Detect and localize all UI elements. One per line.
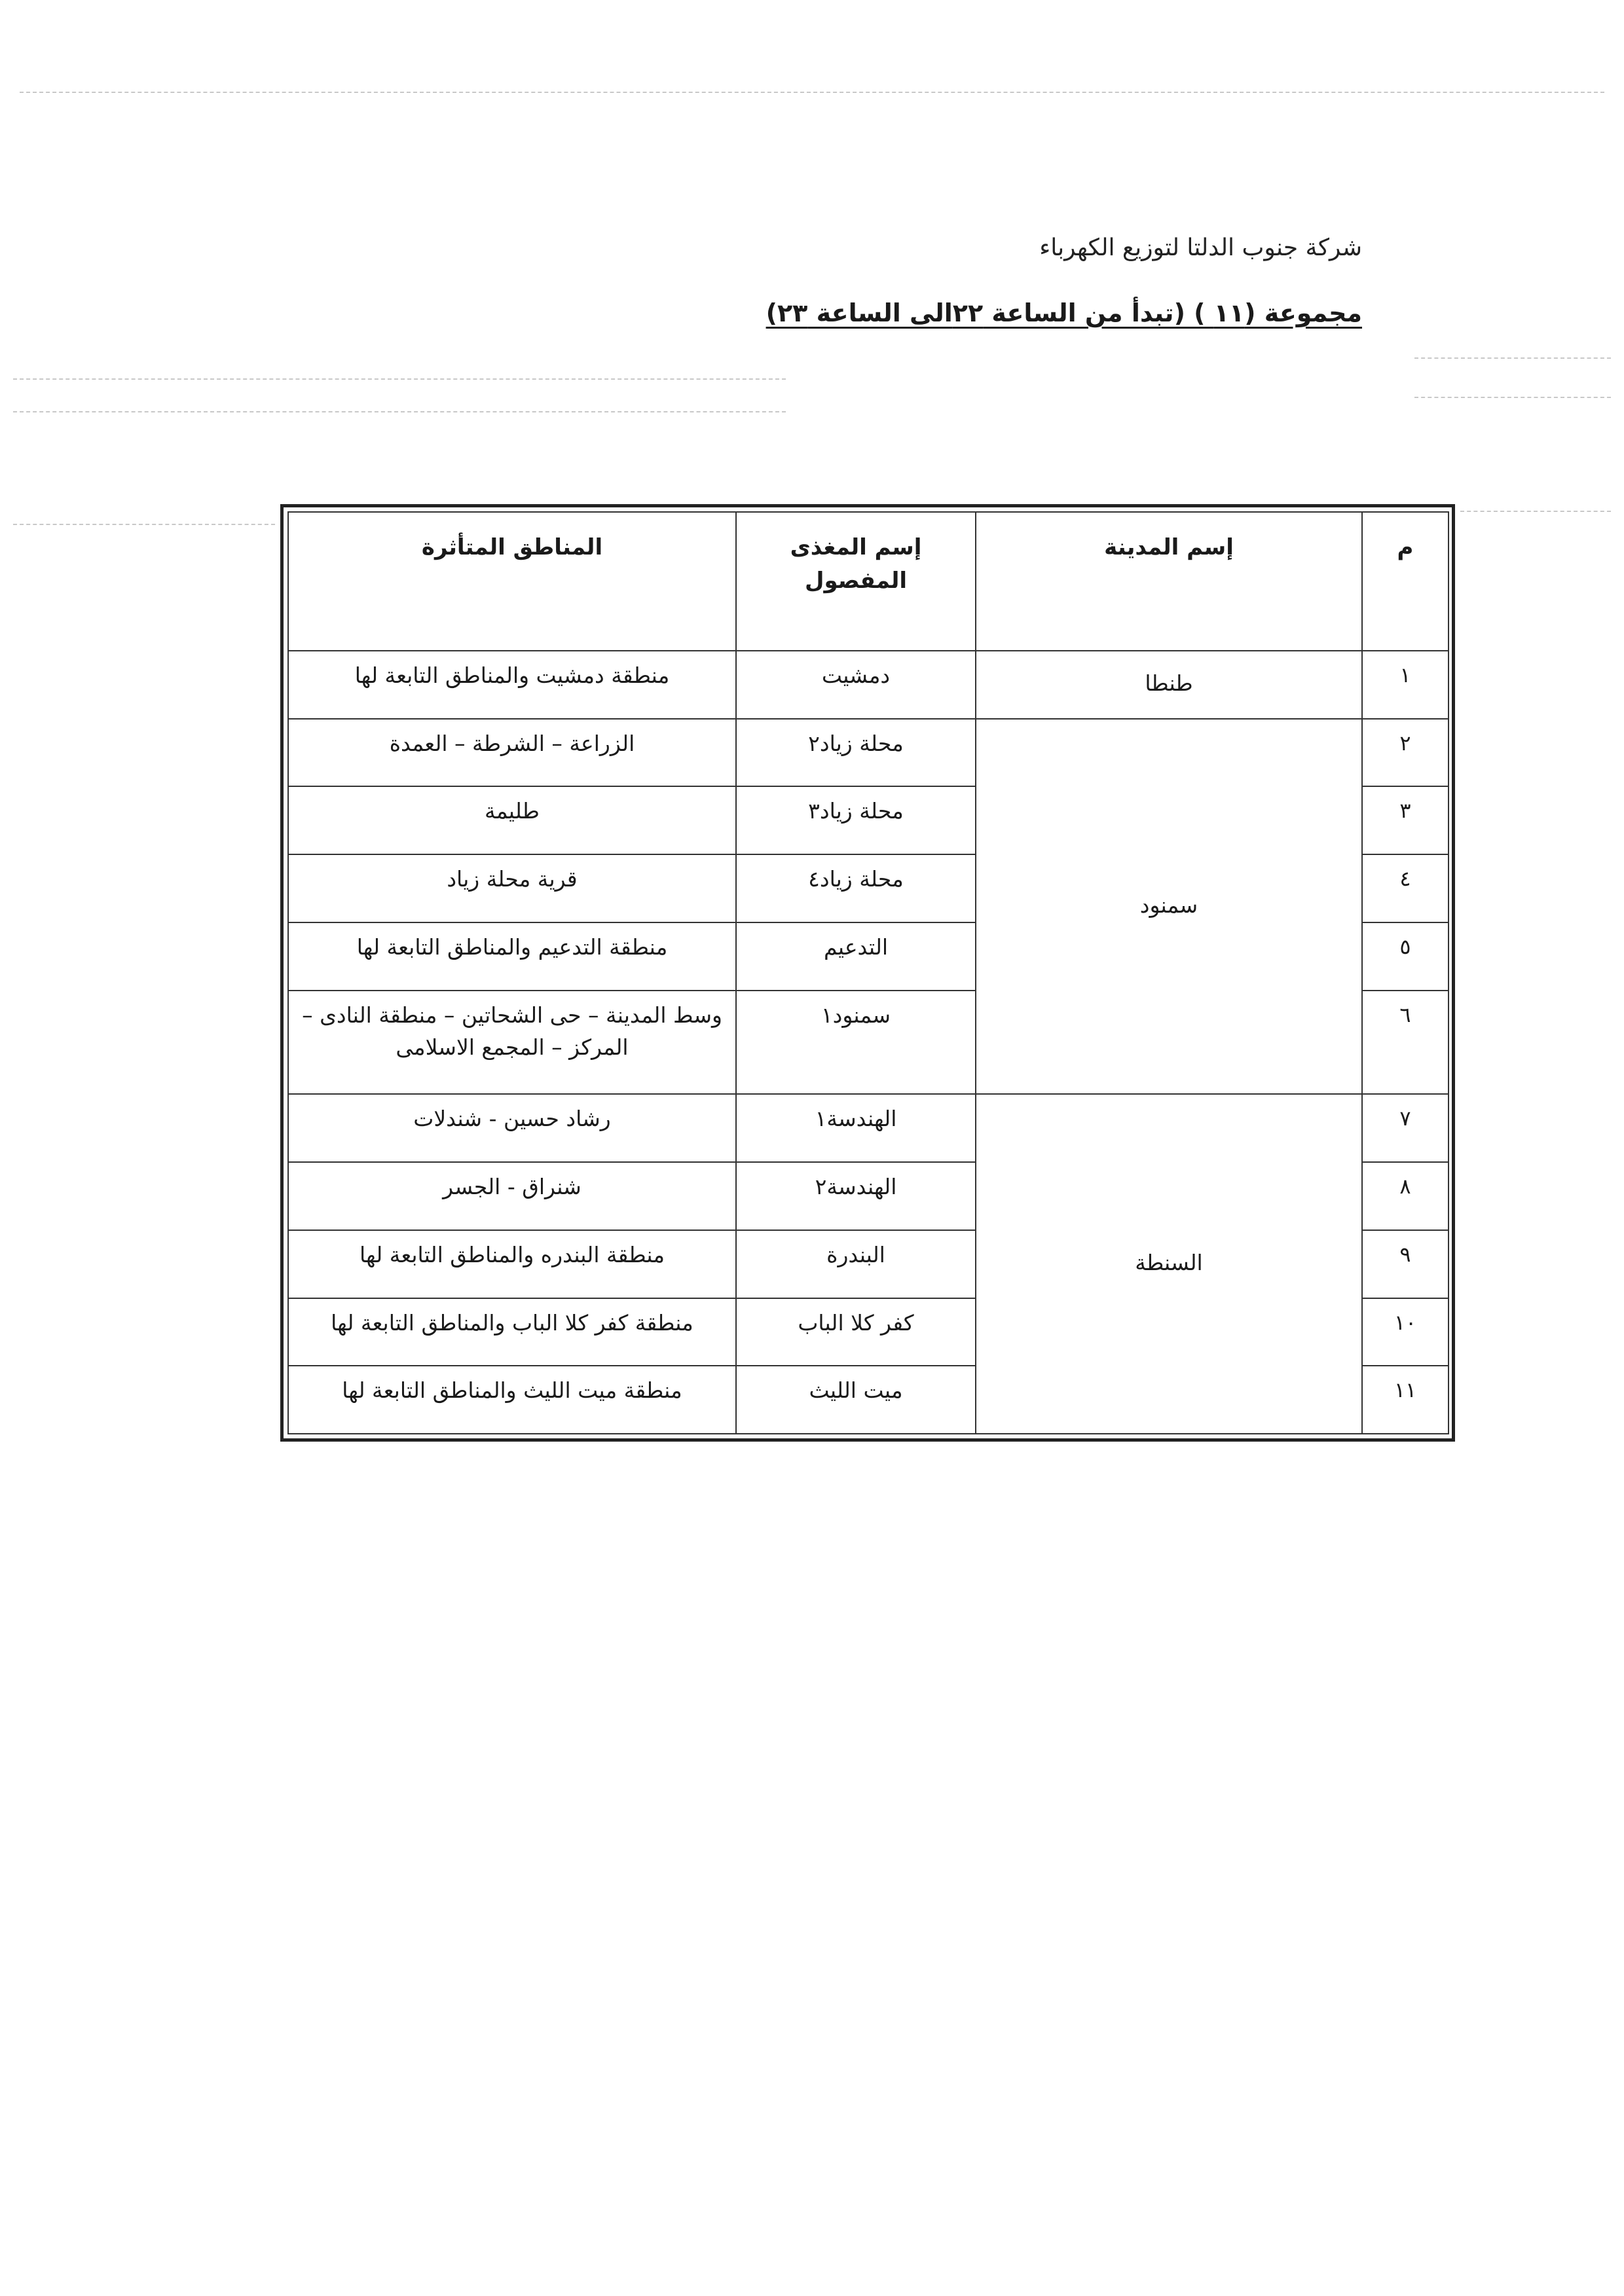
- city-tanta: طنطا: [976, 651, 1362, 719]
- row-num: ٦: [1362, 991, 1449, 1095]
- city-samannoud: سمنود: [976, 719, 1362, 1095]
- city-santa: السنطة: [976, 1094, 1362, 1434]
- row-num: ٤: [1362, 854, 1449, 922]
- feeder-name: التدعيم: [736, 922, 976, 991]
- row-num: ٩: [1362, 1230, 1449, 1298]
- row-num: ١١: [1362, 1366, 1449, 1434]
- feeder-name: سمنود١: [736, 991, 976, 1095]
- feeder-name: الهندسة٢: [736, 1162, 976, 1230]
- row-num: ٢: [1362, 719, 1449, 787]
- table-row: [288, 1094, 1449, 1162]
- header-feeder: إسم المغذى المفصول: [736, 512, 976, 651]
- schedule-table: [287, 511, 1449, 1434]
- row-num: ٨: [1362, 1162, 1449, 1230]
- feeder-name: محلة زياد٤: [736, 854, 976, 922]
- feeder-name: دمشيت: [736, 651, 976, 719]
- affected-areas: شنراق - الجسر: [288, 1162, 736, 1230]
- affected-areas: طليمة: [288, 786, 736, 854]
- row-num: ٥: [1362, 922, 1449, 991]
- row-num: ٧: [1362, 1094, 1449, 1162]
- schedule-table-frame: [280, 504, 1455, 1442]
- header-city: إسم المدينة: [976, 512, 1362, 651]
- affected-areas: وسط المدينة – حى الشحاتين – منطقة النادى – المركز – المجمع الاسلامى: [288, 991, 736, 1095]
- company-name: شركة جنوب الدلتا لتوزيع الكهرباء: [1039, 234, 1362, 261]
- scan-line-left-a: [13, 378, 786, 380]
- group-title: مجموعة (١١ ) (تبدأ من الساعة ٢٢الى الساعة ٢٣): [766, 299, 1362, 327]
- row-num: ١٠: [1362, 1298, 1449, 1366]
- affected-areas: الزراعة – الشرطة – العمدة: [288, 719, 736, 787]
- affected-areas: قرية محلة زياد: [288, 854, 736, 922]
- header-areas: المناطق المتأثرة: [288, 512, 736, 651]
- table-header-row: [288, 512, 1449, 651]
- scan-line-left-b: [13, 411, 786, 412]
- table-row: [288, 719, 1449, 787]
- row-num: ٣: [1362, 786, 1449, 854]
- scan-line-right-a: [1414, 357, 1611, 359]
- affected-areas: منطقة دمشيت والمناطق التابعة لها: [288, 651, 736, 719]
- feeder-name: ميت الليث: [736, 1366, 976, 1434]
- affected-areas: منطقة كفر كلا الباب والمناطق التابعة لها: [288, 1298, 736, 1366]
- scan-line-top: [20, 92, 1604, 93]
- feeder-name: محلة زياد٢: [736, 719, 976, 787]
- row-num: ١: [1362, 651, 1449, 719]
- affected-areas: منطقة ميت الليث والمناطق التابعة لها: [288, 1366, 736, 1434]
- scan-line-table-right: [1460, 511, 1611, 512]
- table-row: [288, 651, 1449, 719]
- scan-line-right-b: [1414, 397, 1611, 398]
- feeder-name: كفر كلا الباب: [736, 1298, 976, 1366]
- feeder-name: الهندسة١: [736, 1094, 976, 1162]
- affected-areas: منطقة البندره والمناطق التابعة لها: [288, 1230, 736, 1298]
- scan-line-table-left: [13, 524, 275, 525]
- affected-areas: رشاد حسين - شندلات: [288, 1094, 736, 1162]
- feeder-name: البندرة: [736, 1230, 976, 1298]
- header-num: م: [1362, 512, 1449, 651]
- feeder-name: محلة زياد٣: [736, 786, 976, 854]
- affected-areas: منطقة التدعيم والمناطق التابعة لها: [288, 922, 736, 991]
